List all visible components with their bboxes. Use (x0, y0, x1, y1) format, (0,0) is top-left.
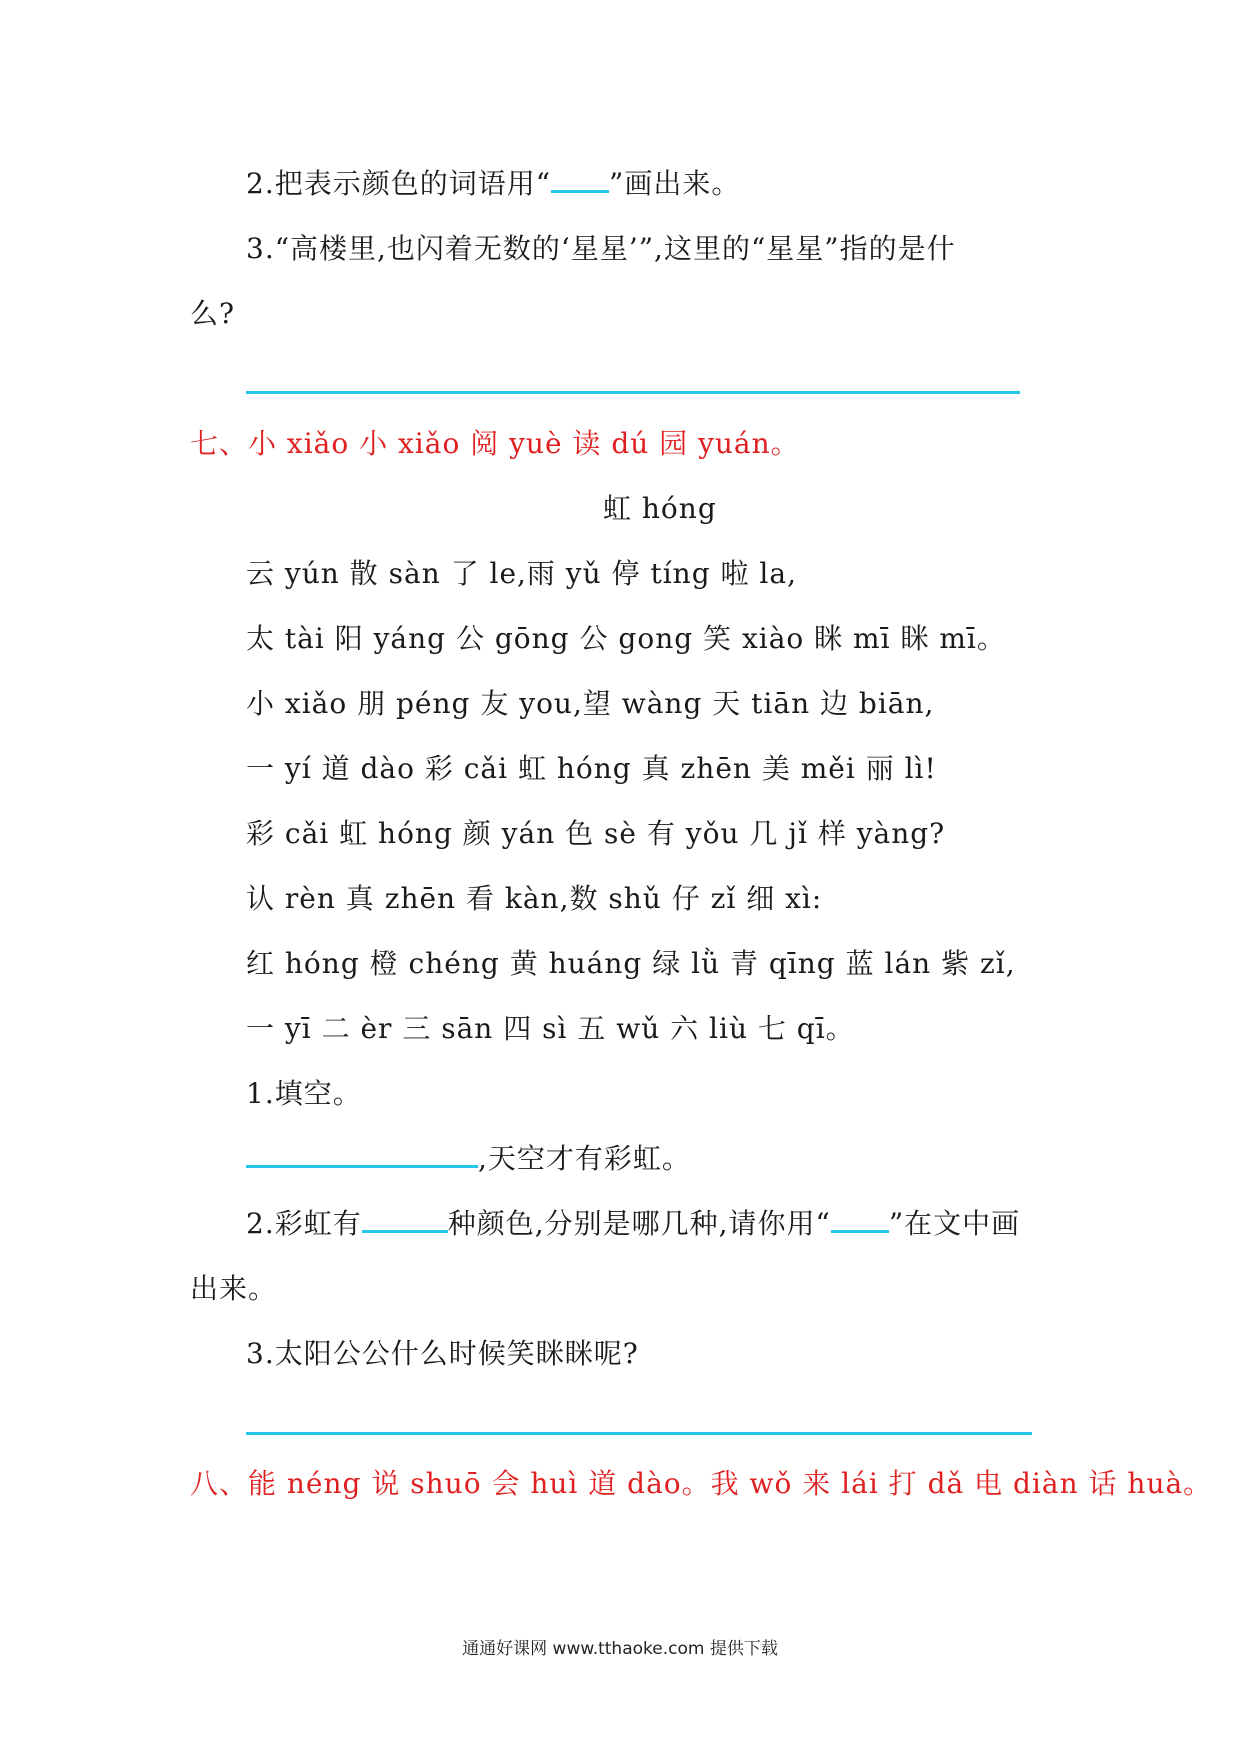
poem-line: 太 tài 阳 yáng 公 gōng 公 gong 笑 xiào 眯 mī 眯 mī。 (246, 622, 1006, 655)
section-8-heading: 八、能 néng 说 shuō 会 huì 道 dào。我 wǒ 来 lái 打 dǎ 电 diàn 话 huà。 (190, 1467, 1213, 1500)
question-3-sun: 3.太阳公公什么时候笑眯眯呢? (246, 1337, 639, 1370)
answer-line[interactable] (246, 1432, 1032, 1435)
poem-line: 一 yí 道 dào 彩 cǎi 虹 hóng 真 zhēn 美 měi 丽 lì! (246, 752, 937, 785)
poem-line: 彩 cǎi 虹 hóng 颜 yán 色 sè 有 yǒu 几 jǐ 样 yàng? (246, 817, 946, 850)
footer-credit: 通通好课网 www.tthaoke.com 提供下载 (462, 1639, 778, 1659)
question-1-fill: 1.填空。 (246, 1077, 362, 1110)
section-7-heading: 七、小 xiǎo 小 xiǎo 阅 yuè 读 dú 园 yuán。 (190, 427, 800, 460)
poem-line: 红 hóng 橙 chéng 黄 huáng 绿 lǜ 青 qīng 蓝 lán 紫 zǐ, (246, 947, 1016, 980)
poem-line: 认 rèn 真 zhēn 看 kàn,数 shǔ 仔 zǐ 细 xì: (246, 882, 823, 915)
question-2-rainbow-line2: 出来。 (190, 1272, 278, 1305)
question-3-stars-line1: 3.“高楼里,也闪着无数的‘星星’”,这里的“星星”指的是什 (246, 232, 956, 265)
poem-title: 虹 hóng (603, 492, 717, 525)
color-count-blank[interactable] (362, 1204, 448, 1233)
fill-blank-input[interactable] (246, 1139, 478, 1168)
question-1-fill-blank-row: ,天空才有彩虹。 (246, 1139, 691, 1179)
question-2-rainbow: 2.彩虹有 种颜色,分别是哪几种,请你用“ ”在文中画 (246, 1204, 1020, 1244)
underline-sample (831, 1204, 889, 1233)
poem-line: 小 xiǎo 朋 péng 友 you,望 wàng 天 tiān 边 biān, (246, 687, 935, 720)
poem-line: 一 yī 二 èr 三 sān 四 sì 五 wǔ 六 liù 七 qī。 (246, 1012, 855, 1045)
question-2-color-words: 2.把表示颜色的词语用“ ”画出来。 (246, 164, 740, 204)
underline-sample (551, 164, 609, 193)
question-3-stars-line2: 么? (190, 297, 236, 330)
answer-line[interactable] (246, 391, 1020, 394)
poem-line: 云 yún 散 sàn 了 le,雨 yǔ 停 tíng 啦 la, (246, 557, 797, 590)
